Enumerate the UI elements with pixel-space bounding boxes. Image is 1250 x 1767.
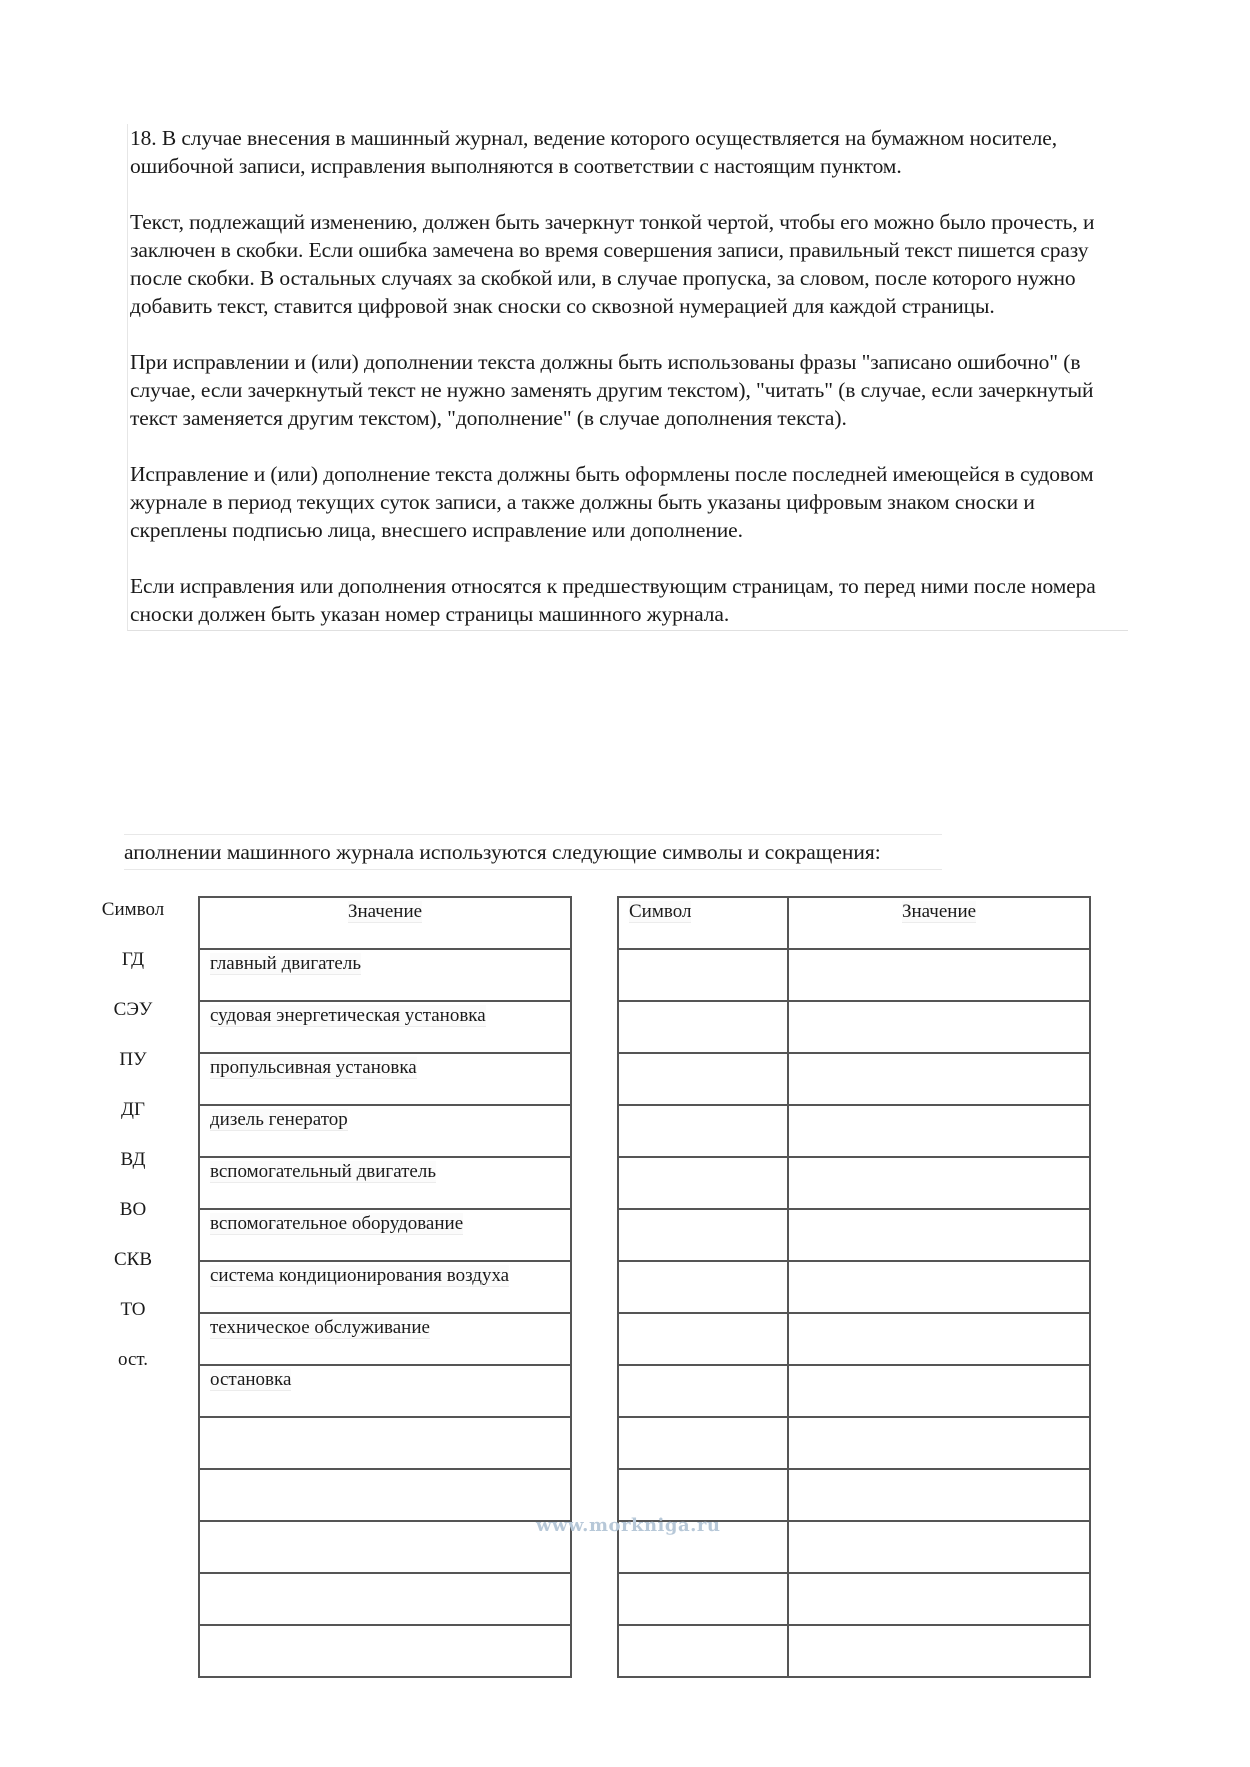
table-row: [199, 1625, 571, 1677]
symbol-cell: [92, 1546, 174, 1596]
table-row: [618, 1157, 1090, 1209]
meaning-text: дизель генератор: [210, 1109, 348, 1130]
symbol-cell[interactable]: [618, 1157, 788, 1209]
symbol-cell: СКВ: [113, 1249, 153, 1270]
symbol-cell[interactable]: [618, 1469, 788, 1521]
symbol-header: Символ: [101, 899, 165, 920]
paragraph-2: Текст, подлежащий изменению, должен быть зачеркнут тонкой чертой, чтобы его можно было прочесть, и заключен в скобки. Если ошибка замечена во время совершения записи, правильный текст пишется сразу после скобки. В остальных случаях за скобкой или, в случае пропуска, за словом, после которого нужно добавить текст, ставится цифровой знак сноски со сквозной нумерацией для каждой страницы.: [130, 210, 1095, 318]
meaning-cell[interactable]: [199, 1313, 571, 1365]
symbol-cell[interactable]: [618, 1261, 788, 1313]
table-row: [618, 1469, 1090, 1521]
meaning-text: судовая энергетическая установка: [210, 1005, 486, 1026]
symbol-cell[interactable]: [618, 1313, 788, 1365]
table-row: [199, 1001, 571, 1053]
symbol-cell: ПУ: [119, 1049, 147, 1070]
table-header-row: [199, 897, 571, 949]
table-row: [618, 1365, 1090, 1417]
meaning-cell[interactable]: [199, 1417, 571, 1469]
meaning-text: пропульсивная установка: [210, 1057, 417, 1078]
meaning-cell[interactable]: [199, 1157, 571, 1209]
table-row: [199, 949, 571, 1001]
table-row: [618, 1053, 1090, 1105]
symbol-header: Символ: [618, 897, 788, 949]
table-row: [618, 1261, 1090, 1313]
table-row: [199, 1157, 571, 1209]
symbols-table-right: [617, 896, 1091, 1678]
meaning-header: Значение: [199, 897, 571, 949]
symbols-caption: аполнении машинного журнала используются следующие символы и сокращения:: [124, 834, 942, 870]
meaning-cell[interactable]: [199, 1261, 571, 1313]
meaning-cell[interactable]: [199, 1209, 571, 1261]
meaning-cell[interactable]: [788, 1573, 1090, 1625]
table-row: [199, 1573, 571, 1625]
meaning-text: система кондиционирования воздуха: [210, 1265, 510, 1286]
meaning-cell[interactable]: [788, 1157, 1090, 1209]
symbols-table-left: [198, 896, 572, 1678]
table-row: [618, 1625, 1090, 1677]
symbol-cell: [92, 1396, 174, 1446]
watermark: www.morkniga.ru: [536, 1515, 721, 1536]
symbol-cell: ВО: [119, 1199, 147, 1220]
paragraph-5: Если исправления или дополнения относятся к предшествующим страницам, то перед ними после номера сноски должен быть указан номер страницы машинного журнала.: [130, 574, 1096, 626]
meaning-cell[interactable]: [788, 1521, 1090, 1573]
symbol-cell[interactable]: [618, 949, 788, 1001]
meaning-text: главный двигатель: [210, 953, 361, 974]
symbol-cell: ост.: [117, 1349, 149, 1370]
table-row: [199, 1209, 571, 1261]
table-row: [199, 1365, 571, 1417]
symbol-cell[interactable]: [618, 1625, 788, 1677]
meaning-cell[interactable]: [199, 1105, 571, 1157]
symbol-cell[interactable]: [618, 1105, 788, 1157]
table-row: [199, 1261, 571, 1313]
symbol-cell: ГД: [121, 949, 145, 970]
symbol-cell[interactable]: [618, 1417, 788, 1469]
meaning-cell[interactable]: [788, 1469, 1090, 1521]
table-row: [618, 1313, 1090, 1365]
symbol-column: [92, 896, 174, 1646]
table-row: [199, 1417, 571, 1469]
symbol-cell: [92, 1446, 174, 1496]
meaning-cell[interactable]: [788, 1313, 1090, 1365]
meaning-cell[interactable]: [788, 949, 1090, 1001]
meaning-text: вспомогательное оборудование: [210, 1213, 464, 1234]
table-row: [618, 949, 1090, 1001]
symbol-cell: ВД: [120, 1149, 146, 1170]
table-row: [199, 1521, 571, 1573]
table-row: [618, 1209, 1090, 1261]
meaning-cell[interactable]: [788, 1417, 1090, 1469]
meaning-cell[interactable]: [788, 1625, 1090, 1677]
table-row: [618, 1001, 1090, 1053]
meaning-cell[interactable]: [788, 1053, 1090, 1105]
table-row: [199, 1105, 571, 1157]
meaning-cell[interactable]: [199, 1573, 571, 1625]
meaning-cell[interactable]: [788, 1105, 1090, 1157]
table-row: [199, 1469, 571, 1521]
meaning-cell[interactable]: [199, 1001, 571, 1053]
meaning-text: остановка: [210, 1369, 292, 1390]
meaning-header: Значение: [788, 897, 1090, 949]
table-row: [618, 1105, 1090, 1157]
paragraph-1: 18. В случае внесения в машинный журнал, ведение которого осуществляется на бумажном носителе, ошибочной записи, исправления выполняются в соответствии с настоящим пунктом.: [130, 126, 1057, 178]
meaning-text: вспомогательный двигатель: [210, 1161, 437, 1182]
symbol-cell[interactable]: [618, 1053, 788, 1105]
symbol-cell[interactable]: [618, 1001, 788, 1053]
symbol-cell[interactable]: [618, 1573, 788, 1625]
symbol-cell: [92, 1496, 174, 1546]
meaning-cell[interactable]: [788, 1001, 1090, 1053]
meaning-cell[interactable]: [199, 1625, 571, 1677]
meaning-cell[interactable]: [788, 1209, 1090, 1261]
meaning-cell[interactable]: [199, 1365, 571, 1417]
meaning-cell[interactable]: [788, 1261, 1090, 1313]
symbol-cell[interactable]: [618, 1209, 788, 1261]
meaning-cell[interactable]: [199, 1521, 571, 1573]
table-header-row: [618, 897, 1090, 949]
meaning-text: техническое обслуживание: [210, 1317, 430, 1338]
correction-rules-text: [127, 124, 1128, 631]
paragraph-3: При исправлении и (или) дополнении текста должны быть использованы фразы "записано ошибочно" (в случае, если зачеркнутый текст не нужно заменять другим текстом), "читать" (в случае, если зачеркнутый текст заменяется другим текстом), "дополнение" (в случае дополнения текста).: [130, 350, 1094, 430]
table-row: [618, 1573, 1090, 1625]
symbol-cell: СЭУ: [113, 999, 153, 1020]
table-row: [618, 1417, 1090, 1469]
table-row: [199, 1313, 571, 1365]
symbol-cell[interactable]: [618, 1365, 788, 1417]
meaning-cell[interactable]: [199, 1469, 571, 1521]
symbol-cell: ДГ: [121, 1099, 145, 1120]
symbol-cell: ТО: [120, 1299, 146, 1320]
meaning-cell[interactable]: [199, 1053, 571, 1105]
meaning-cell[interactable]: [199, 949, 571, 1001]
meaning-cell[interactable]: [788, 1365, 1090, 1417]
symbol-cell: [92, 1596, 174, 1646]
paragraph-4: Исправление и (или) дополнение текста должны быть оформлены после последней имеющейся в судовом журнале в период текущих суток записи, а также должны быть указаны цифровым знаком сноски и скреплены подписью лица, внесшего исправление или дополнение.: [130, 462, 1094, 542]
table-row: [199, 1053, 571, 1105]
